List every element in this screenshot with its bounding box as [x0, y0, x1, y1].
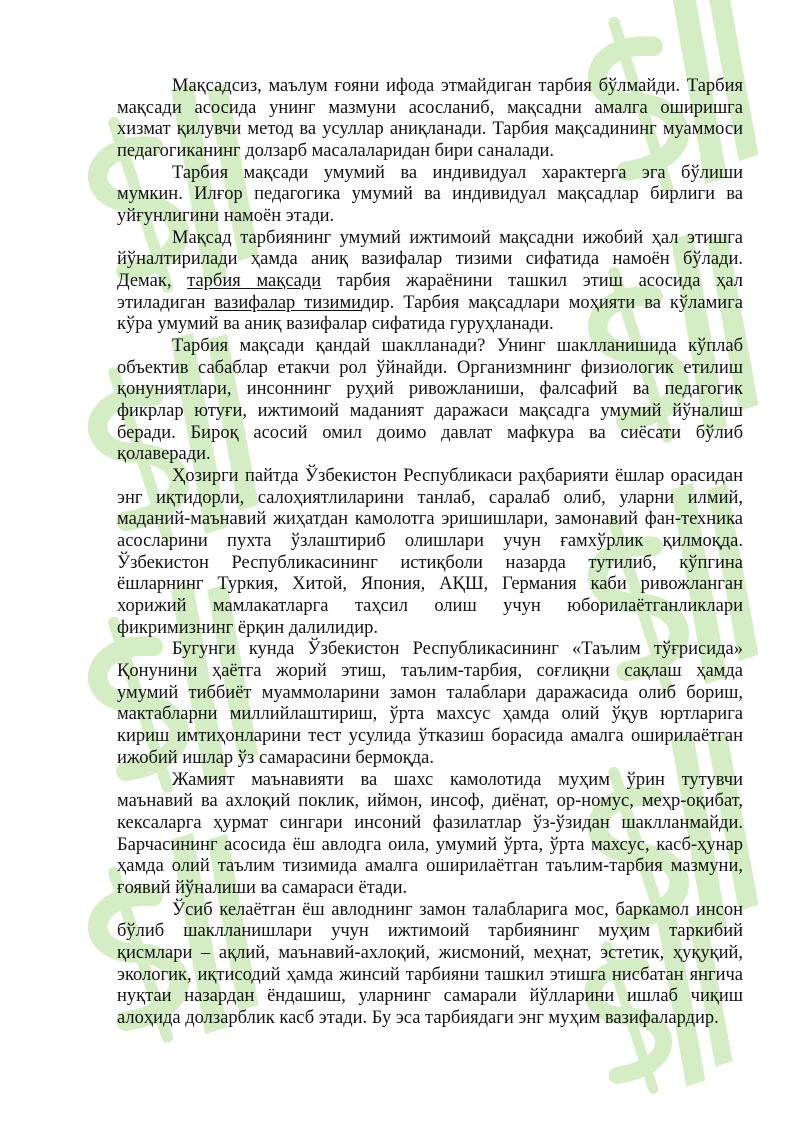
text-line: ёшларнинг Туркия, Хитой, Япония, АҚШ, Германия каби ривожланган — [117, 574, 743, 595]
text-line: Қонунини ҳаётга жорий этиш, таълим-тарбия, соғлиқни сақлаш ҳамда — [117, 661, 743, 682]
paragraph-2 — [117, 163, 743, 228]
text-line: ғоявий йўналиши ва самараси ётади. — [117, 877, 408, 898]
text-line: Жамият маънавияти ва шахс камолотида муҳим ўрин тутувчи — [172, 769, 743, 790]
text-line: алоҳида долзарблик касб этади. Бу эса тарбиядаги энг муҳим вазифалардир. — [117, 1007, 719, 1028]
text-line: қисмлари – ақлий, маънавий-ахлоқий, жисмоний, меҳнат, эстетик, ҳуқуқий, — [117, 942, 743, 963]
text-line: Мақсадсиз, маълум ғояни ифода этмайдиган тарбия бўлмайди. Тарбия — [172, 76, 743, 96]
underlined-term: вазифалар тизими — [214, 292, 362, 313]
text-segment: дир. Тарбия мақсадлари моҳияти ва кўламига — [361, 292, 744, 313]
text-line: йўналтирилади ҳамда аниқ вазифалар тизими сифатида намоён бўлади. — [117, 249, 743, 270]
text-line: хизмат қилувчи метод ва усуллар аниқланади. Тарбия мақсадининг муаммоси — [117, 119, 743, 140]
text-line: фикримизнинг ёрқин далилидир. — [117, 617, 378, 638]
text-line: нуқтаи назардан ёндашиш, уларнинг самарали йўлларини ишлаб чиқиш — [117, 986, 743, 1007]
text-segment: этиладиган — [117, 292, 215, 313]
text-line: умумий тиббиёт муаммоларини замон талаблари даражасида олиб бориш, — [117, 682, 743, 703]
underlined-term: тарбия мақсади — [187, 271, 322, 292]
text-line: ҳамда олий таълим тизимида амалга оширилаётган таълим-тарбия мазмуни, — [117, 856, 743, 877]
text-line: кириш имтиҳонларини тест усулида ўтказиш борасида амалга оширилаётган — [117, 726, 743, 747]
text-line: мақсади асосида унинг мазмуни асосланиб, мақсадни амалга оширишга — [117, 97, 743, 118]
text-line — [117, 271, 743, 293]
text-line: Ҳозирги пайтда Ўзбекистон Республикаси раҳбарияти ёшлар орасидан — [172, 466, 743, 487]
text-line: хорижий мамлакатларга таҳсил олиш учун юборилаётганликлари — [117, 596, 743, 617]
text-line: маънавий ва ахлоқий поклик, иймон, инсоф, диёнат, ор-номус, меҳр-оқибат, — [117, 791, 743, 812]
paragraph-6 — [117, 639, 743, 769]
text-line: Ўзбекистон Республикасининг истиқболи назарда тутилиб, кўпгина — [117, 552, 743, 573]
text-line: бўлиб шаклланишлари учун ижтимоий тарбиянинг муҳим таркибий — [117, 921, 743, 942]
text-segment: Демак, — [117, 271, 188, 292]
text-line: Тарбия мақсади умумий ва индивидуал характерга эга бўлиши — [172, 162, 743, 183]
text-line: Бугунги кунда Ўзбекистон Республикасининг «Таълим тўғрисида» — [172, 639, 743, 660]
paragraph-1 — [117, 76, 743, 163]
text-line: экологик, иқтисодий ҳамда жинсий тарбияни ташкил этишга нисбатан янгича — [117, 964, 743, 985]
paragraph-3 — [117, 228, 743, 336]
text-line: Барчасининг асосида ёш авлодга оила, умумий ўрта, ўрта махсус, касб-ҳунар — [117, 834, 743, 855]
text-line: Ўсиб келаётган ёш авлоднинг замон талабларига мос, баркамол инсон — [172, 899, 743, 920]
paragraph-4 — [117, 336, 743, 466]
text-line — [117, 293, 743, 315]
text-segment: тарбия жараёнини ташкил этиш асосида ҳал — [321, 271, 743, 292]
text-line: асосларини пухта ўзлаштириб олишлари учун ғамхўрлик қилмоқда. — [117, 531, 743, 552]
text-line: мактабларни миллийлаштириш, ўрта махсус ҳамда олий ўқув юртларига — [117, 704, 743, 725]
text-line: энг иқтидорли, салоҳиятлиларини танлаб, саралаб олиб, уларни илмий, — [117, 487, 743, 508]
text-line: кексаларга ҳурмат сингари инсоний фазилатлар ўз-ўзидан шаклланмайди. — [117, 812, 743, 833]
document-body — [117, 76, 743, 1030]
text-line: беради. Бироқ асосий омил доимо давлат мафкура ва сиёсати бўлиб — [117, 422, 743, 443]
text-line: Тарбия мақсади қандай шаклланади? Унинг шаклланишида кўплаб — [172, 336, 743, 357]
text-line: қонуниятлари, инсоннинг руҳий ривожланиши, фалсафий ва педагогик — [117, 379, 743, 400]
text-line: объектив сабаблар етакчи рол ўйнайди. Организмнинг физиологик етилиш — [117, 357, 743, 378]
paragraph-7 — [117, 770, 743, 900]
text-line: мумкин. Илғор педагогика умумий ва индивидуал мақсадлар бирлиги ва — [117, 184, 743, 205]
text-line: уйғунлигини намоён этади. — [117, 206, 335, 227]
paragraph-5 — [117, 466, 743, 639]
text-line: маданий-маънавий жиҳатдан камолотга эришишлари, замонавий фан-техника — [117, 509, 743, 530]
text-line: қолаверади. — [117, 444, 211, 465]
text-line: педагогиканинг долзарб масалаларидан бири саналади. — [117, 141, 554, 162]
text-line: Мақсад тарбиянинг умумий ижтимоий мақсадни ижобий ҳал этишга — [172, 227, 743, 248]
text-line: фикрлар ютуғи, ижтимоий маданият даражаси мақсадга умумий йўналиш — [117, 401, 743, 422]
text-line: кўра умумий ва аниқ вазифалар сифатида гуруҳланади. — [117, 314, 554, 335]
paragraph-8 — [117, 900, 743, 1030]
text-line: ижобий ишлар ўз самарасини бермоқда. — [117, 747, 434, 768]
